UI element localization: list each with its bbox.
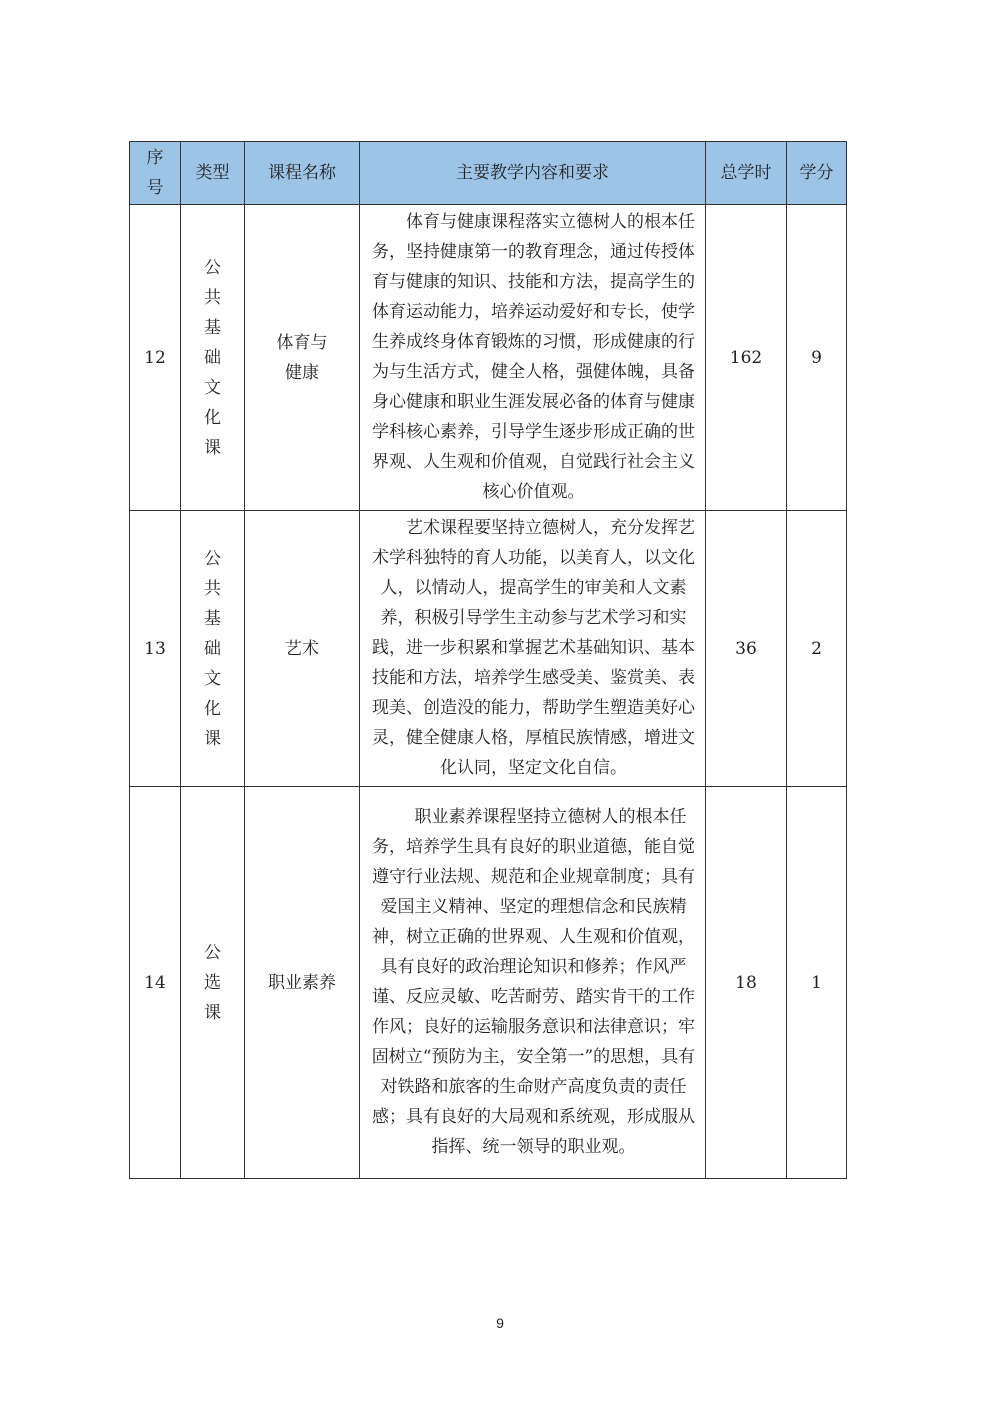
- header-hours: 总学时: [706, 142, 787, 205]
- row-content: 职业素养课程坚持立德树人的根本任务，培养学生具有良好的职业道德，能自觉遵守行业法规、规范和企业规章制度；具有爱国主义精神、坚定的理想信念和民族精神，树立正确的世界观、人生观和价值观，具有良好的政治理论知识和修养；作风严谨、反应灵敏、吃苦耐劳、踏实肯干的工作作风；良好的运输服务意识和法律意识；牢固树立“预防为主，安全第一”的思想，具有对铁路和旅客的生命财产高度负责的责任感；具有良好的大局观和系统观，形成服从指挥、统一领导的职业观。: [360, 787, 706, 1179]
- row-type: 公共基础文化课: [181, 511, 245, 787]
- row-hours: 18: [706, 787, 787, 1179]
- row-credit: 2: [787, 511, 847, 787]
- table-row: [130, 511, 847, 787]
- row-hours: 36: [706, 511, 787, 787]
- row-credit: 9: [787, 205, 847, 511]
- page-number: 9: [496, 1315, 504, 1331]
- row-credit: 1: [787, 787, 847, 1179]
- table-row: [130, 787, 847, 1179]
- header-name: 课程名称: [245, 142, 360, 205]
- row-name: 体育与健康: [245, 205, 360, 511]
- header-type: 类型: [181, 142, 245, 205]
- row-name: 艺术: [245, 511, 360, 787]
- row-type: 公共基础文化课: [181, 205, 245, 511]
- row-type: 公选课: [181, 787, 245, 1179]
- row-no: 12: [130, 205, 181, 511]
- row-no: 14: [130, 787, 181, 1179]
- row-no: 13: [130, 511, 181, 787]
- course-table: [129, 141, 847, 1179]
- header-content: 主要教学内容和要求: [360, 142, 706, 205]
- row-content: 艺术课程要坚持立德树人，充分发挥艺术学科独特的育人功能，以美育人，以文化人，以情动人，提高学生的审美和人文素养，积极引导学生主动参与艺术学习和实践，进一步积累和掌握艺术基础知识、基本技能和方法，培养学生感受美、鉴赏美、表现美、创造没的能力，帮助学生塑造美好心灵，健全健康人格，厚植民族情感，增进文化认同，坚定文化自信。: [360, 511, 706, 787]
- row-content: 体育与健康课程落实立德树人的根本任务，坚持健康第一的教育理念，通过传授体育与健康的知识、技能和方法，提高学生的体育运动能力，培养运动爱好和专长，使学生养成终身体育锻炼的习惯，形成健康的行为与生活方式，健全人格，强健体魄，具备身心健康和职业生涯发展必备的体育与健康学科核心素养，引导学生逐步形成正确的世界观、人生观和价值观，自觉践行社会主义核心价值观。: [360, 205, 706, 511]
- header-credit: 学分: [787, 142, 847, 205]
- table-row: [130, 205, 847, 511]
- row-hours: 162: [706, 205, 787, 511]
- table-header-row: [130, 142, 847, 205]
- row-name: 职业素养: [245, 787, 360, 1179]
- header-no: 序号: [130, 142, 181, 205]
